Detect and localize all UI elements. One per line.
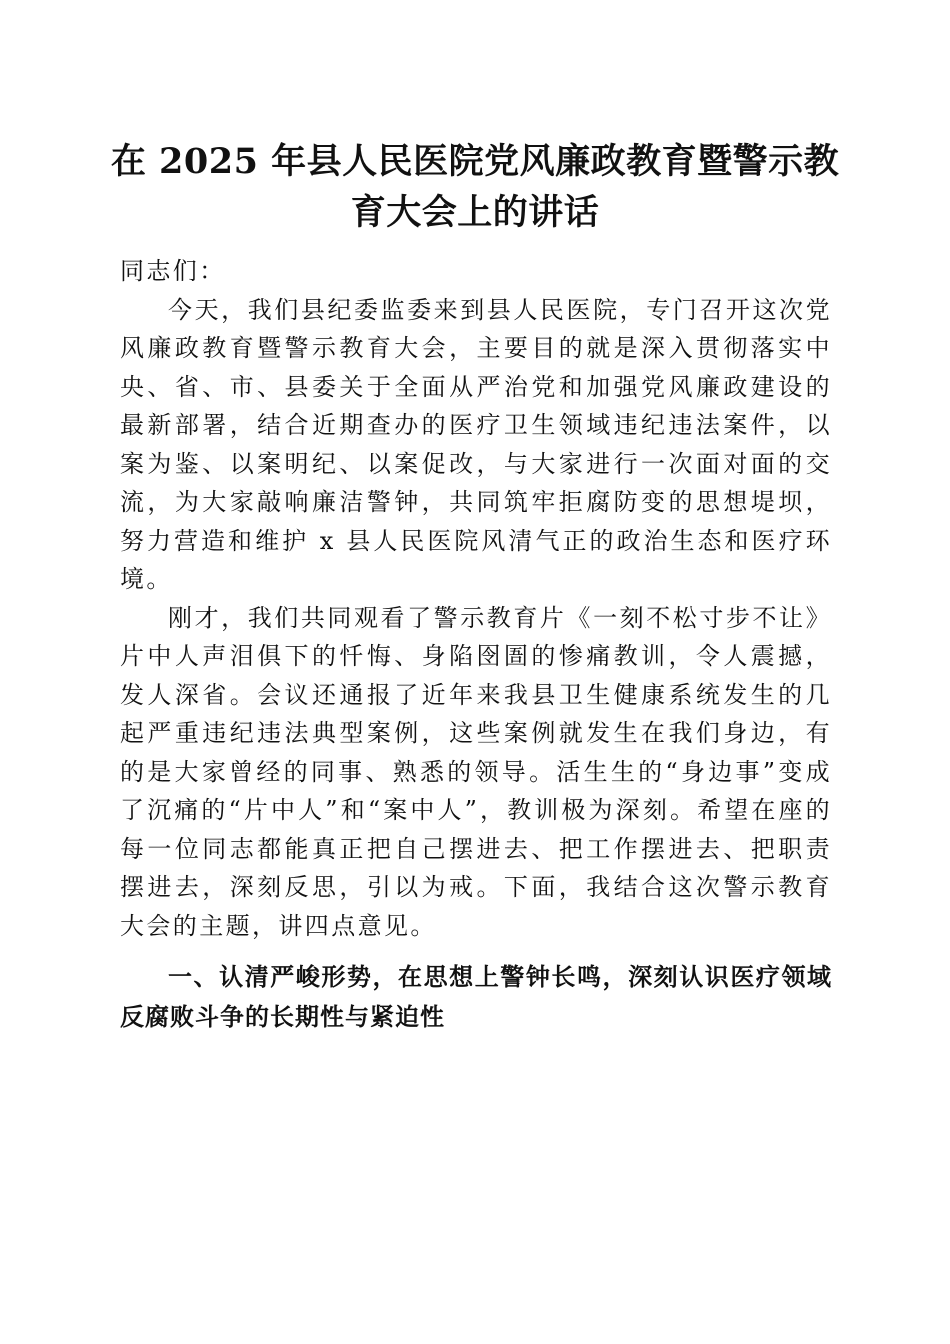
document-title (100, 136, 850, 238)
document-body (120, 252, 832, 1037)
paragraph-warning-film: 刚才，我们共同观看了警示教育片《一刻不松寸步不让》片中人声泪俱下的忏悔、身陷囹圄的惨痛教训，令人震撼，发人深省。会议还通报了近年来我县卫生健康系统发生的几起严重违纪违法典型案例，这些案例就发生在我们身边，有的是大家曾经的同事、熟悉的领导。活生生的“身边事”变成了沉痛的“片中人”和“案中人”，教训极为深刻。希望在座的每一位同志都能真正把自己摆进去、把工作摆进去、把职责摆进去，深刻反思，引以为戒。下面，我结合这次警示教育大会的主题，讲四点意见。 (120, 603, 832, 940)
paragraph-opening: 今天，我们县纪委监委来到县人民医院，专门召开这次党风廉政教育暨警示教育大会，主要目的就是深入贯彻落实中央、省、市、县委关于全面从严治党和加强党风廉政建设的最新部署，结合近期查办的医疗卫生领域违纪违法案件，以案为鉴、以案明纪、以案促改，与大家进行一次面对面的交流，为大家敲响廉洁警钟，共同筑牢拒腐防变的思想堤坝，努力营造和维护 x 县人民医院风清气正的政治生态和医疗环境。 (120, 295, 832, 593)
salutation: 同志们： (120, 257, 226, 285)
title-line-1: 在 2025 年县人民医院党风廉政教育暨警示教 (110, 141, 840, 182)
section-heading-1: 一、认清严峻形势，在思想上警钟长鸣，深刻认识医疗领域反腐败斗争的长期性与紧迫性 (120, 963, 832, 1031)
title-line-2: 育大会上的讲话 (350, 192, 600, 233)
